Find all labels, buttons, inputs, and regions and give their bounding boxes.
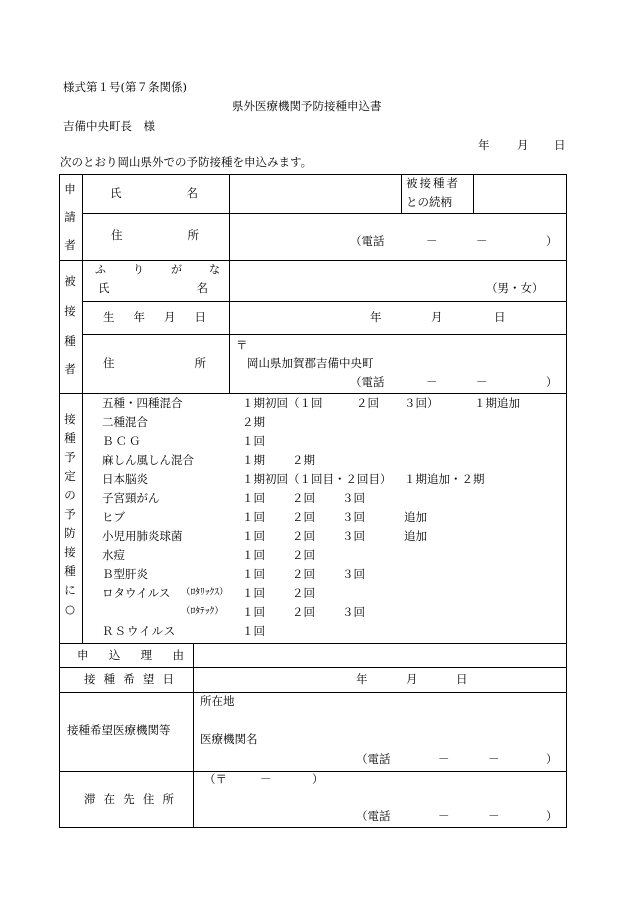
birth-month-label: 月 [431,310,443,324]
vaccine-name: 子宮頸がん [102,491,160,505]
vaccine-dose: ３回 [342,567,365,581]
vaccine-name: 日本脳炎 [102,472,148,486]
vaccine-dose: １期初回（１回目・２回目） [242,472,392,486]
vaccine-dose: １回 [242,605,265,619]
birth-day-label: 日 [494,310,506,324]
vaccine-dose: １回 [242,529,265,543]
desired-day-label: 日 [456,672,468,686]
relation-label: 被接種者 [406,176,460,190]
header-date-year: 年 [478,138,490,152]
vaccine-dose: １期追加 [474,396,520,410]
desired-year-label: 年 [356,672,368,686]
vaccine-dose: ２回 [356,396,379,410]
location-label: 所在地 [200,694,235,708]
vaccine-subtype: （ﾛﾀﾘｯｸｽ） [181,587,229,598]
vaccine-dose: １回 [242,491,265,505]
addressee: 吉備中央町長 様 [63,119,155,133]
form-title: 県外医療機関予防接種申込書 [232,99,382,113]
applicant-address-label: 住 所 [111,228,199,242]
desired-month-label: 月 [406,672,418,686]
vaccine-dose: ２回 [292,491,315,505]
vaccine-dose: ２回 [292,605,315,619]
vaccine-dose: ２回 [292,586,315,600]
birth-date-label: 生 年 月 日 [103,310,206,324]
vaccine-dose: ３回） [404,396,439,410]
applicant-section-char: 者 [64,238,76,252]
vaccine-dose: ３回 [342,605,365,619]
vaccine-name: ＲＳウイルス [102,624,177,638]
institution-label: 接種希望医療機関等 [67,723,171,737]
vaccine-dose: ２回 [292,548,315,562]
vaccine-name: ＢＣＧ [102,434,143,448]
form-number: 様式第１号(第７条関係) [63,80,187,94]
vaccine-dose: ３回 [342,529,365,543]
intro-text: 次のとおり岡山県外での予防接種を申込みます。 [60,155,313,169]
vaccinee-name-label: 氏 名 [98,281,208,295]
vaccinee-address-label: 住 所 [103,356,206,370]
vaccine-dose: ２期 [292,453,315,467]
vaccine-dose: １期 [242,453,265,467]
vaccine-dose: ２回 [292,529,315,543]
vaccinee-section-char: 種 [64,334,76,348]
vaccine-name: 小児用肺炎球菌 [102,529,183,543]
vaccine-dose: １回 [242,624,265,638]
vaccine-name: Ｂ型肝炎 [102,567,148,581]
relation-label: との続柄 [406,195,452,209]
vaccinee-section-char: 被 [64,274,76,288]
vaccinee-section-char: 接 [64,304,76,318]
desired-date-label: 接 種 希 望 日 [84,672,174,686]
vaccine-name: 水痘 [102,548,125,562]
applicant-name-label: 氏 名 [110,186,198,200]
vaccine-dose: １期追加・２期 [404,472,485,486]
header-date-month: 月 [517,138,529,152]
vaccine-dose: ２回 [292,567,315,581]
vaccine-dose: 追加 [404,510,427,524]
reason-label: 申 込 理 由 [77,648,184,662]
stay-address-label: 滞 在 先 住 所 [84,792,174,806]
applicant-section-char: 申 [64,182,76,196]
header-date-day: 日 [554,138,566,152]
vaccine-dose: １回 [242,567,265,581]
vaccine-name: ヒブ [102,510,125,524]
vaccine-name: 二種混合 [102,415,148,429]
vaccine-dose: １回 [242,434,265,448]
postal-mark: 〒 [236,338,248,352]
applicant-section-char: 請 [64,210,76,224]
vaccine-name: 五種・四種混合 [102,396,183,410]
birth-year-label: 年 [370,310,382,324]
vaccine-dose: １期初回（１回 [242,396,323,410]
vaccine-dose: １回 [242,510,265,524]
vaccine-dose: 追加 [404,529,427,543]
gender-choice: （男・女） [486,281,544,295]
vaccine-dose: １回 [242,586,265,600]
vaccine-dose: ３回 [342,510,365,524]
vaccine-dose: ２期 [242,415,265,429]
vaccine-name: 麻しん風しん混合 [102,453,194,467]
vaccine-name: ロタウイルス [102,586,171,600]
vaccine-dose: ３回 [342,491,365,505]
institution-name-label: 医療機関名 [200,732,258,746]
vaccine-dose: １回 [242,548,265,562]
vaccinee-address-value: 岡山県加賀郡吉備中央町 [247,356,374,370]
vaccine-subtype: （ﾛﾀﾃｯｸ） [181,606,224,617]
vaccinee-section-char: 者 [64,362,76,376]
vaccine-dose: ２回 [292,510,315,524]
furigana-label: ふ り が な [95,263,220,276]
